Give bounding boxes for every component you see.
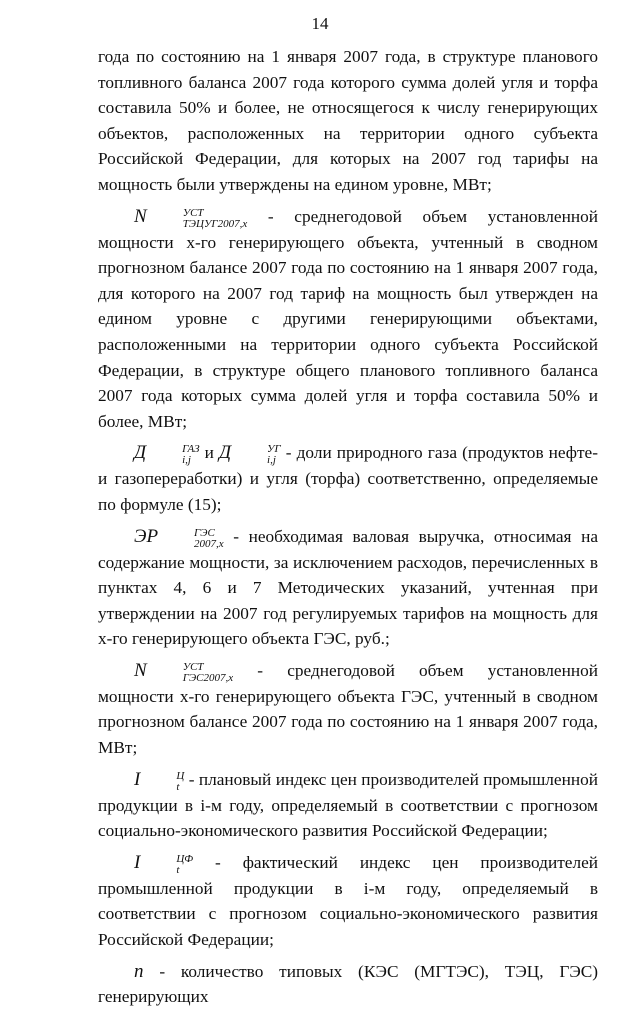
paragraph-1-text: года по состоянию на 1 января 2007 года, в структуре планового топливного баланса 2007 года которого сумма долей угля и торфа составила 50% и более, не относящегося к числу генерирующих объектов, расположенных на территории одного субъекта Российской Федерации, для которых на 2007 год тарифы на мощность были утверждены на едином уровне, МВт; [98,47,598,194]
paragraph-8 [98,959,598,1010]
paragraph-3 [98,440,598,517]
symbol-conjunction: и [204,443,214,463]
paragraph-6-text: - плановый индекс цен производителей промышленной продукции в i-м году, определяемый в соответствии с прогнозом социально-экономического развития Российской Федерации; [98,769,598,841]
paragraph-4 [98,524,598,652]
paragraph-3-text: - доли природного газа (продуктов нефте- и газопереработки) и угля (торфа) соответственно, определяемые по формуле (15); [98,443,598,514]
paragraph-6 [98,767,598,844]
symbol-er-ges: ЭР ГЭС 2007,x [134,525,224,550]
body-text [98,44,598,1010]
symbol-i-plan: I Ц t [134,768,185,793]
symbol-i-fact: I ЦФ t [134,851,194,876]
paragraph-2 [98,204,598,435]
symbol-n-tec: N УСТ ТЭЦУГ2007,x [134,205,248,230]
paragraph-7-text: - фактический индекс цен производителей промышленной продукции в i-м году, определяемый в соответствии с прогнозом социально-экономического развития Российской Федерации; [98,852,598,950]
symbol-d-gas: Д ГАЗ i,j [134,442,200,467]
page-number: 14 [311,14,329,33]
paragraph-2-text: - среднегодовой объем установленной мощности х-го генерирующего объекта, учтенный в сводном прогнозном балансе 2007 года по состоянию на 1 января 2007 года, для которого на 2007 год тариф на мощность был утвержден на едином уровне с другими генерирующими объектами, расположенными на территории одного субъекта Российской Федерации, в структуре общего планового топливного баланса 2007 года которых сумма долей угля и торфа составила 50% и более, МВт; [98,206,598,431]
symbol-n-ges: N УСТ ГЭС2007,x [134,659,234,684]
paragraph-5-text: - среднегодовой объем установленной мощности х-го генерирующего объекта ГЭС, учтенный в сводном прогнозном балансе 2007 года по состоянию на 1 января 2007 года, МВт; [98,660,598,758]
paragraph-1 [98,44,598,198]
paragraph-7 [98,850,598,953]
symbol-n-count: n [134,960,144,982]
symbol-d-coal: Д УГ i,j [218,442,281,467]
paragraph-8-text: - количество типовых (КЭС (МГТЭС), ТЭЦ, ГЭС) генерирующих [98,961,599,1007]
paragraph-4-text: - необходимая валовая выручка, относимая на содержание мощности, за исключением расходов, перечисленных в пунктах 4, 6 и 7 Методических указаний, учтенная при утверждении на 2007 год регулируемых тарифов на мощность для х-го генерирующего объекта ГЭС, руб.; [98,526,599,649]
paragraph-5 [98,658,598,761]
